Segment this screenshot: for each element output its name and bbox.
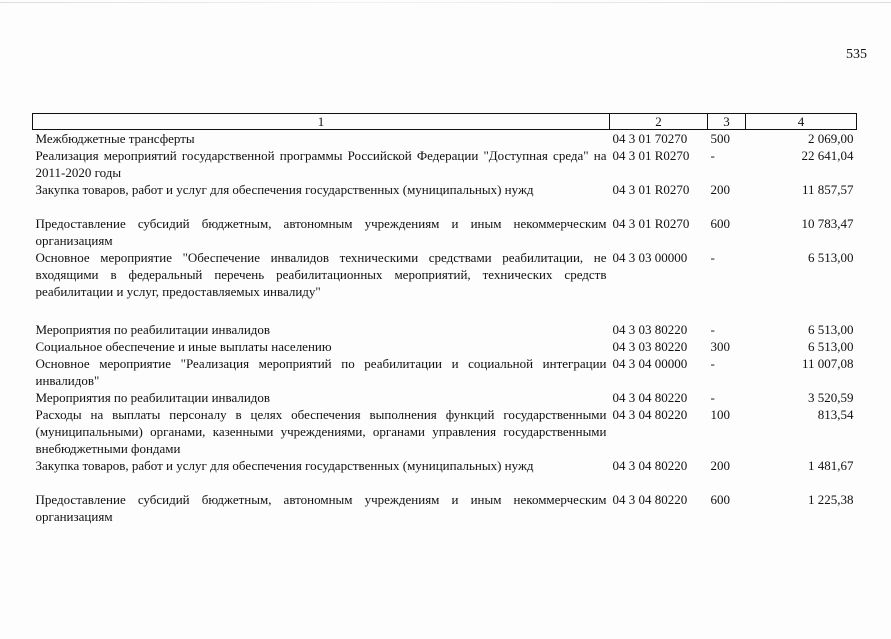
row-sum: 6 513,00 <box>808 322 854 337</box>
row-kind: - <box>710 356 715 371</box>
row-code: 04 3 04 80220 <box>612 407 688 422</box>
row-name: Предоставление субсидий бюджетным, автономным учреждениям и иным некоммерческим организациям <box>35 216 607 248</box>
row-kind: - <box>710 322 715 337</box>
row-kind: 100 <box>710 407 730 422</box>
row-name: Мероприятия по реабилитации инвалидов <box>35 322 271 337</box>
table-row <box>33 355 857 389</box>
row-code: 04 3 01 R0270 <box>612 148 690 163</box>
row-sum: 11 857,57 <box>801 182 854 197</box>
table-row <box>33 181 857 215</box>
table-row <box>33 130 857 148</box>
row-code: 04 3 03 80220 <box>612 339 688 354</box>
row-sum: 22 641,04 <box>801 148 854 163</box>
header-col-4: 4 <box>746 114 857 130</box>
row-kind: 600 <box>710 492 730 507</box>
row-name: Расходы на выплаты персоналу в целях обеспечения выполнения функций государственными (муниципальными) органами, казенными учреждениями, органами управления государственными внебюджетными фондами <box>35 407 607 456</box>
row-name: Социальное обеспечение и иные выплаты населению <box>35 339 332 354</box>
table-row <box>33 215 857 249</box>
table-row <box>33 491 857 525</box>
table-row <box>33 389 857 406</box>
scan-edge-line <box>0 2 891 3</box>
header-col-2: 2 <box>610 114 708 130</box>
row-sum: 2 069,00 <box>808 131 854 146</box>
page-number: 535 <box>846 47 867 62</box>
row-sum: 1 481,67 <box>808 458 854 473</box>
row-code: 04 3 03 80220 <box>612 322 688 337</box>
row-sum: 11 007,08 <box>801 356 854 371</box>
row-sum: 10 783,47 <box>801 216 854 231</box>
table-header-row <box>33 114 857 130</box>
table-row <box>33 338 857 355</box>
row-sum: 3 520,59 <box>808 390 854 405</box>
row-kind: 200 <box>710 182 730 197</box>
header-col-3: 3 <box>708 114 746 130</box>
row-code: 04 3 04 80220 <box>612 390 688 405</box>
row-kind: - <box>710 390 715 405</box>
row-code: 04 3 03 00000 <box>612 250 688 265</box>
row-kind: - <box>710 250 715 265</box>
row-code: 04 3 01 R0270 <box>612 182 690 197</box>
row-kind: 500 <box>710 131 730 146</box>
row-name: Предоставление субсидий бюджетным, автономным учреждениям и иным некоммерческим организациям <box>35 492 607 524</box>
row-name: Реализация мероприятий государственной программы Российской Федерации "Доступная среда" на 2011-2020 годы <box>35 148 607 180</box>
row-code: 04 3 01 R0270 <box>612 216 690 231</box>
row-kind: 300 <box>710 339 730 354</box>
row-sum: 6 513,00 <box>808 339 854 354</box>
row-kind: - <box>710 148 715 163</box>
header-col-1: 1 <box>33 114 610 130</box>
budget-table <box>32 113 857 525</box>
row-sum: 813,54 <box>817 407 854 422</box>
table-row <box>33 457 857 491</box>
row-name: Основное мероприятие "Реализация мероприятий по реабилитации и социальной интеграции инвалидов" <box>35 356 607 388</box>
table-row <box>33 406 857 457</box>
row-code: 04 3 04 80220 <box>612 458 688 473</box>
table-row <box>33 147 857 181</box>
row-name: Межбюджетные трансферты <box>35 131 195 146</box>
row-code: 04 3 01 70270 <box>612 131 688 146</box>
row-name: Основное мероприятие "Обеспечение инвалидов техническими средствами реабилитации, не входящими в федеральный перечень реабилитационных мероприятий, технических средств реабилитации и услуг, предоставляемых инвалиду" <box>35 250 607 299</box>
row-kind: 200 <box>710 458 730 473</box>
table-row <box>33 249 857 321</box>
row-kind: 600 <box>710 216 730 231</box>
row-name: Закупка товаров, работ и услуг для обеспечения государственных (муниципальных) нужд <box>35 182 534 197</box>
row-name: Закупка товаров, работ и услуг для обеспечения государственных (муниципальных) нужд <box>35 458 534 473</box>
table-row <box>33 321 857 338</box>
row-name: Мероприятия по реабилитации инвалидов <box>35 390 271 405</box>
row-code: 04 3 04 00000 <box>612 356 688 371</box>
row-sum: 1 225,38 <box>808 492 854 507</box>
row-code: 04 3 04 80220 <box>612 492 688 507</box>
row-sum: 6 513,00 <box>808 250 854 265</box>
